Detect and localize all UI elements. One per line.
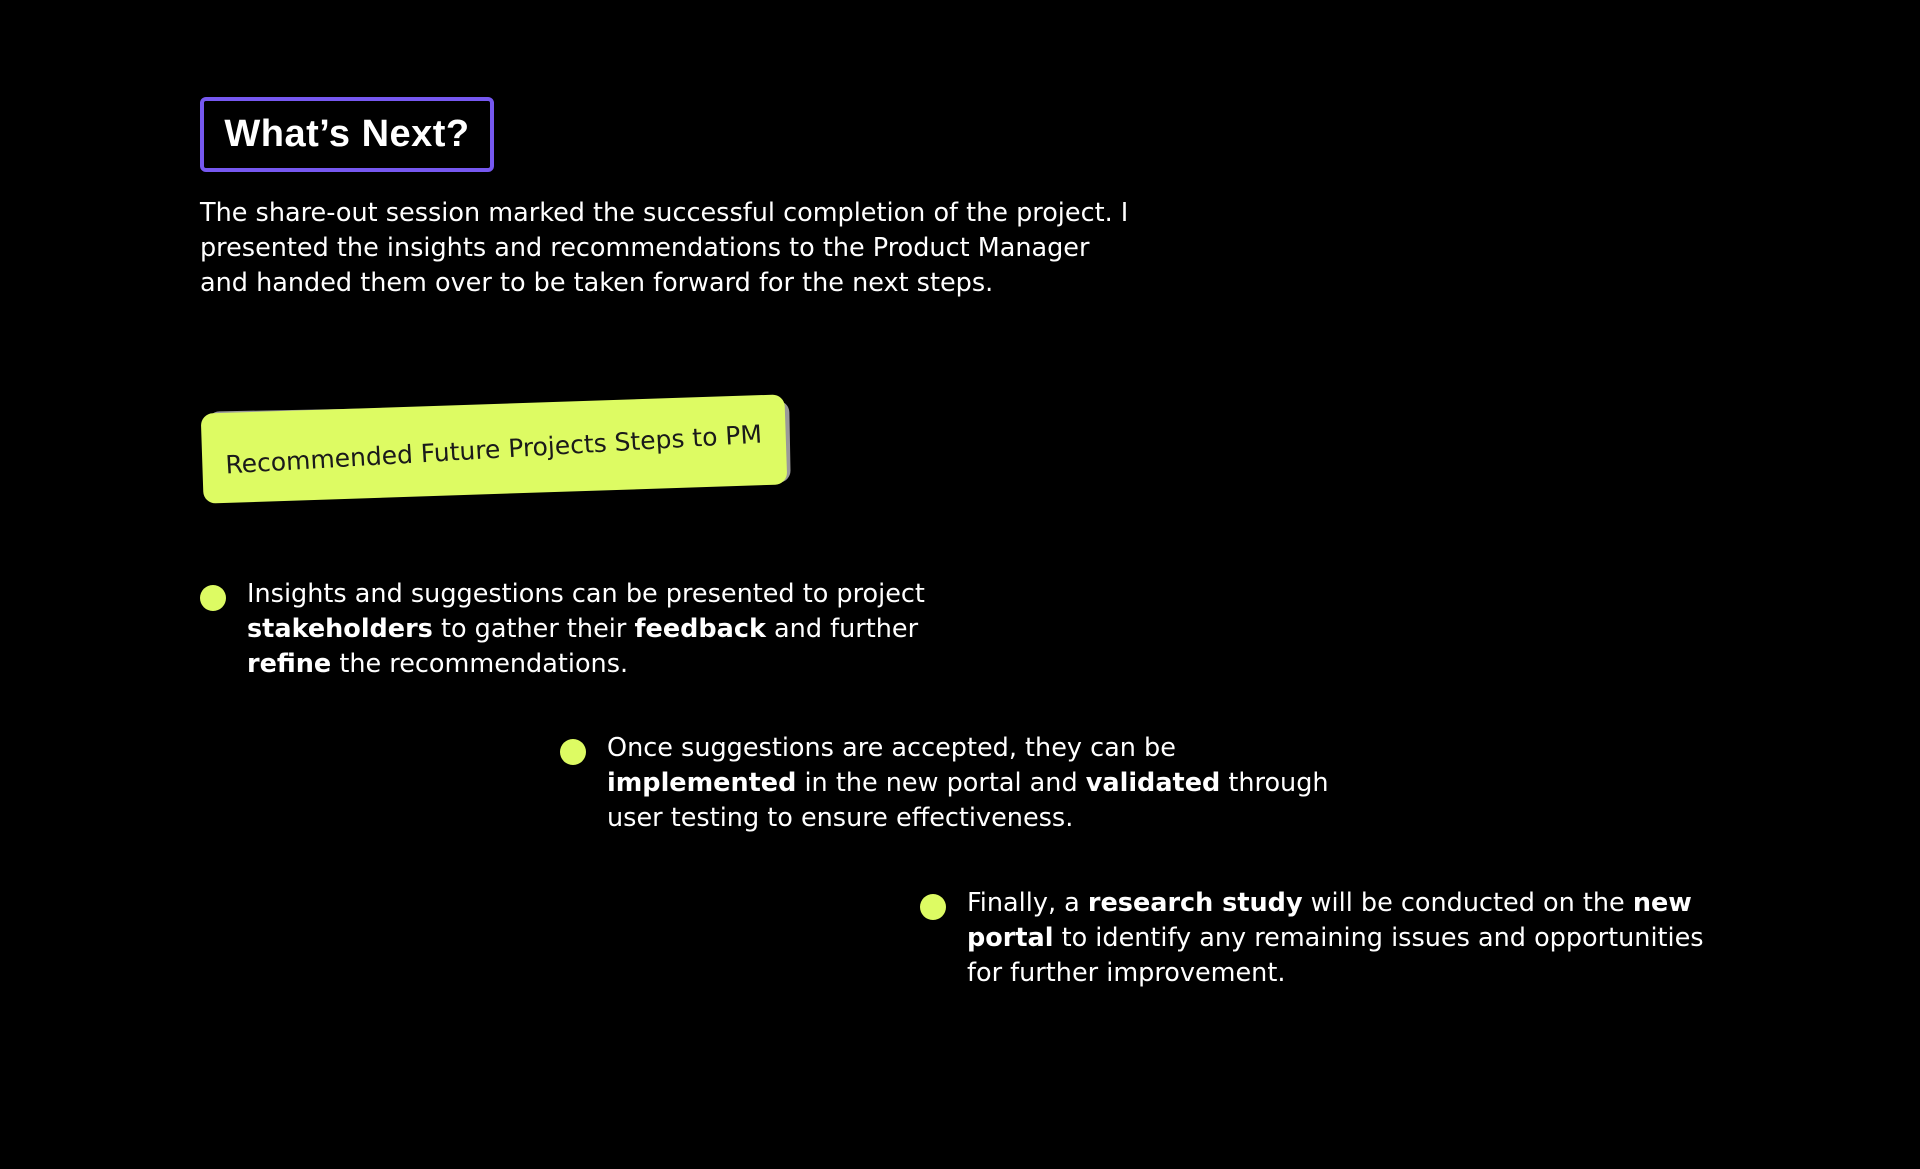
bullet-text-segment: will be conducted on the [1302, 888, 1633, 918]
bullet-text-segment: through user testing to ensure effectiveness. [607, 768, 1329, 833]
section-heading-box [200, 97, 494, 172]
bullet-keyword: new portal [967, 888, 1692, 953]
bullet-item-1 [200, 577, 1000, 682]
bullet-text-1 [247, 577, 1000, 682]
bullet-dot-icon [200, 585, 226, 611]
bullet-keyword: implemented [607, 768, 797, 798]
bullet-text-segment: and further [765, 614, 919, 644]
section-heading: What’s Next? [224, 113, 470, 155]
bullet-text-segment: to gather their [432, 614, 635, 644]
bullet-text-2 [607, 731, 1360, 836]
bullet-text-3 [967, 886, 1740, 991]
bullet-keyword: feedback [634, 614, 766, 644]
bullet-keyword: validated [1085, 768, 1221, 798]
bullet-text-segment: in the new portal and [796, 768, 1086, 798]
bullet-dot-icon [920, 894, 946, 920]
sticker-label: Recommended Future Projects Steps to PM [224, 419, 764, 479]
recommendation-sticker [202, 398, 790, 494]
bullet-text-segment: the recommendations. [331, 649, 629, 679]
bullet-item-3 [920, 886, 1740, 991]
bullet-keyword: research study [1087, 888, 1303, 918]
intro-paragraph: The share-out session marked the successful completion of the project. I presented the insights and recommendations to the Product Manager and handed them over to be taken forward for the next steps. [200, 198, 1129, 298]
sticker-label-box [201, 394, 788, 503]
bullet-text-segment: Insights and suggestions can be presented to project [247, 579, 925, 609]
bullet-text-segment: to identify any remaining issues and opportunities for further improvement. [967, 923, 1704, 988]
bullet-keyword: stakeholders [247, 614, 433, 644]
bullet-dot-icon [560, 739, 586, 765]
bullet-text-segment: Finally, a [967, 888, 1088, 918]
bullet-text-segment: Once suggestions are accepted, they can be [607, 733, 1176, 763]
bullet-keyword: refine [247, 649, 332, 679]
bullet-item-2 [560, 731, 1360, 836]
